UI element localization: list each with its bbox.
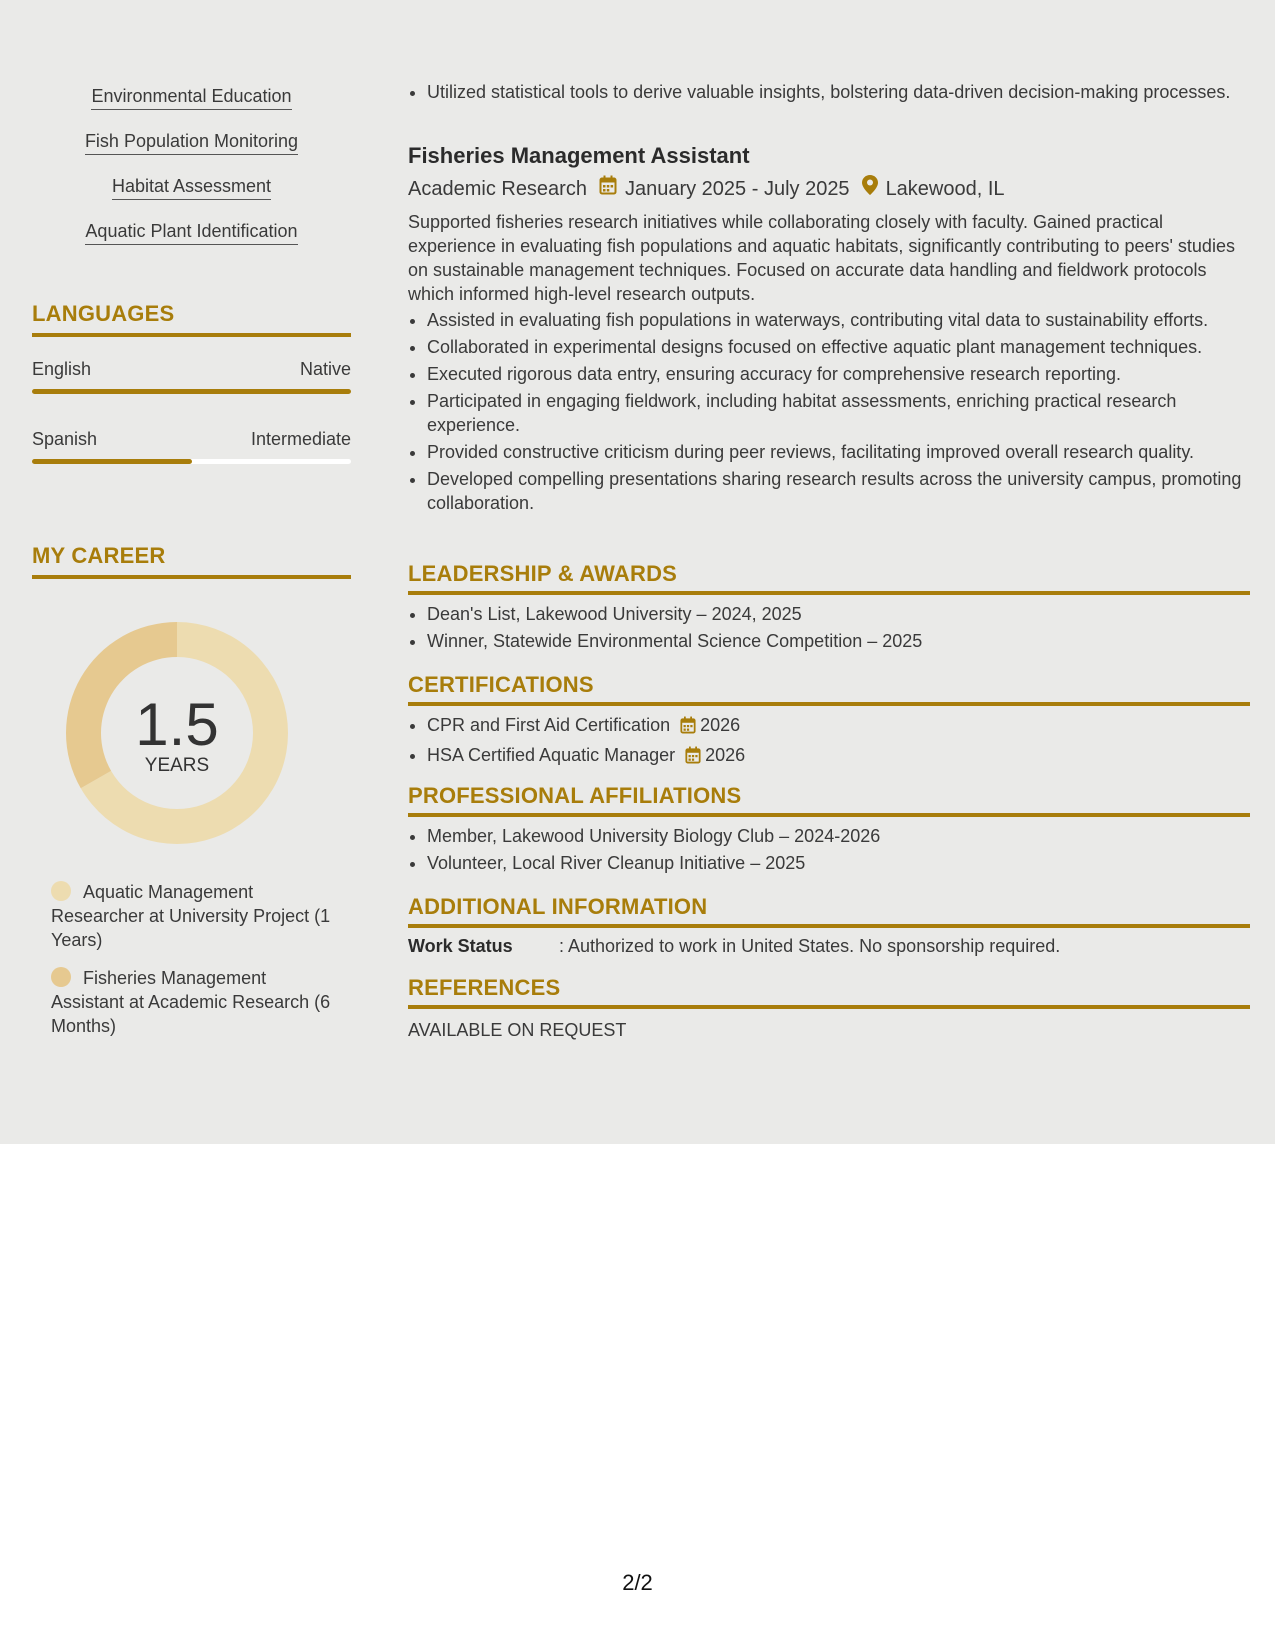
calendar-icon [680, 716, 696, 740]
list-item: • Collaborated in experimental designs focused on effective aquatic plant management techniques. [427, 335, 1250, 359]
skill-item: Environmental Education [91, 86, 291, 110]
job-dates: January 2025 - July 2025 [624, 177, 850, 200]
job-title: Fisheries Management Assistant [408, 143, 750, 168]
skill-item: Habitat Assessment [112, 176, 271, 200]
skill-item: Fish Population Monitoring [85, 131, 298, 155]
career-legend-item [51, 880, 341, 952]
calendar-icon [599, 175, 617, 202]
job-summary: Supported fisheries research initiatives while collaborating closely with faculty. Gained practical experience in evaluating fish populations and aquatic habitats, significantly contributing to peers' studies on sustainable management techniques. Focused on accurate data handling and fieldwork protocols which informed high-level research outputs. [408, 212, 1235, 304]
language-name: English [32, 359, 92, 379]
list-item: • Member, Lakewood University Biology Club – 2024-2026 [427, 824, 1250, 848]
calendar-icon [685, 746, 701, 770]
list-item: • Utilized statistical tools to derive valuable insights, bolstering data-driven decision-making processes. [427, 80, 1250, 104]
certification-year: 2026 [705, 745, 746, 765]
career-unit: YEARS [144, 755, 210, 776]
additional-info-label: Work Status [408, 936, 513, 956]
list-item [427, 713, 1250, 740]
career-total: 1.5 [135, 691, 219, 758]
additional-info-value: : Authorized to work in United States. No sponsorship required. [559, 936, 1061, 956]
certifications-heading: CERTIFICATIONS [408, 672, 1250, 706]
list-item: • Winner, Statewide Environmental Science Competition – 2025 [427, 629, 1250, 653]
language-bar-fill [32, 389, 351, 394]
certification-year: 2026 [700, 715, 741, 735]
job-location: Lakewood, IL [885, 177, 1005, 200]
certification-name: CPR and First Aid Certification [427, 715, 671, 735]
job-organization: Academic Research [408, 177, 587, 200]
additional-info-heading: ADDITIONAL INFORMATION [408, 894, 1250, 928]
languages-heading: LANGUAGES [32, 301, 351, 337]
page-number: 2/2 [622, 1570, 653, 1595]
certifications-list [408, 713, 1250, 773]
list-item: • Assisted in evaluating fish populations in waterways, contributing vital data to sustainability efforts. [427, 308, 1250, 332]
job-bullets [408, 308, 1250, 518]
language-name: Spanish [32, 429, 98, 449]
career-heading: MY CAREER [32, 543, 351, 579]
leadership-heading: LEADERSHIP & AWARDS [408, 561, 1250, 595]
list-item: • Executed rigorous data entry, ensuring accuracy for comprehensive research reporting. [427, 362, 1250, 386]
legend-dot [51, 881, 71, 901]
skills-list [32, 86, 351, 266]
legend-dot [51, 967, 71, 987]
affiliations-list [408, 824, 1250, 878]
location-pin-icon [862, 175, 878, 202]
experience-prev-bullets [408, 80, 1250, 107]
list-item: • Developed compelling presentations sharing research results across the university campus, promoting collaboration. [427, 467, 1250, 515]
certification-name: HSA Certified Aquatic Manager [427, 745, 676, 765]
language-bar [32, 389, 351, 394]
language-row [32, 429, 351, 450]
language-bar [32, 459, 351, 464]
job-meta [408, 175, 1250, 202]
additional-info-row [408, 934, 1250, 958]
legend-label: Aquatic Management Researcher at University Project (1 Years) [51, 882, 331, 950]
language-row [32, 359, 351, 380]
references-text: AVAILABLE ON REQUEST [408, 1020, 627, 1040]
affiliations-heading: PROFESSIONAL AFFILIATIONS [408, 783, 1250, 817]
list-item: • Participated in engaging fieldwork, including habitat assessments, enriching practical research experience. [427, 389, 1250, 437]
legend-label: Fisheries Management Assistant at Academic Research (6 Months) [51, 968, 331, 1036]
list-item: • Dean's List, Lakewood University – 2024, 2025 [427, 602, 1250, 626]
language-level: Native [299, 359, 351, 379]
list-item [427, 743, 1250, 770]
language-level: Intermediate [250, 429, 351, 449]
leadership-list [408, 602, 1250, 656]
skill-item: Aquatic Plant Identification [85, 221, 297, 245]
language-bar-fill [32, 459, 192, 464]
list-item: • Volunteer, Local River Cleanup Initiative – 2025 [427, 851, 1250, 875]
references-heading: REFERENCES [408, 975, 1250, 1009]
list-item: • Provided constructive criticism during peer reviews, facilitating improved overall research quality. [427, 440, 1250, 464]
career-legend-item [51, 966, 341, 1038]
